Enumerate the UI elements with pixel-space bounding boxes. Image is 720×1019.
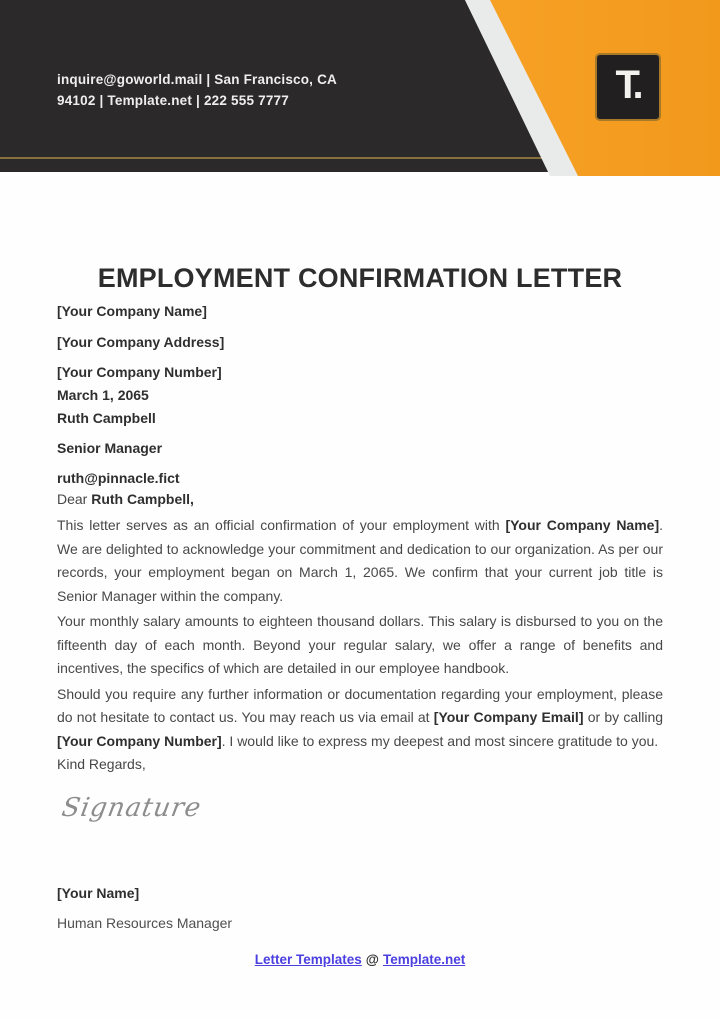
salutation (57, 491, 663, 508)
recipient-title-line: Senior Manager (57, 440, 163, 456)
p3-text: Should you require any further information or documentation regarding your employment, please do not hesitate to contact us. You may reach us via email at (57, 685, 663, 725)
company-number-line: [Your Company Number] (57, 364, 222, 380)
sender-title-line: Human Resources Manager (57, 914, 233, 931)
brand-logo-letter: T. (615, 63, 641, 107)
p3-text-after: . I would like to express my deepest and most sincere gratitude to you. (221, 732, 659, 749)
contact-line-2: 94102 | Template.net | 222 555 7777 (57, 92, 289, 108)
contact-info (57, 70, 337, 111)
company-name-line: [Your Company Name] (57, 303, 207, 319)
body-paragraph-3 (57, 683, 663, 754)
salutation-name: Ruth Campbell, (91, 491, 194, 507)
date-line: March 1, 2065 (57, 387, 149, 403)
letter-title: EMPLOYMENT CONFIRMATION LETTER (97, 263, 623, 293)
letter-body (0, 263, 720, 932)
body-paragraph-1 (57, 514, 663, 608)
recipient-email-line: ruth@pinnacle.fict (57, 470, 180, 486)
recipient-name-line: Ruth Campbell (57, 410, 156, 426)
signature-script: Signature (59, 792, 204, 823)
p3-number-placeholder: [Your Company Number] (57, 732, 222, 749)
p3-email-placeholder: [Your Company Email] (433, 709, 584, 725)
closing-line: Kind Regards, (57, 756, 146, 772)
body-paragraph-2: Your monthly salary amounts to eighteen thousand dollars. This salary is disbursed to you on the fifteenth day of each month. Beyond your regular salary, we offer a range of benefits and incentives, the specifics of which are detailed in our employee handbook. (57, 613, 663, 676)
at-separator: @ (365, 952, 379, 967)
brand-logo (595, 53, 661, 121)
p1-company-placeholder: [Your Company Name] (505, 517, 660, 533)
salutation-prefix: Dear (57, 491, 92, 507)
p3-text-mid: or by calling (583, 709, 664, 725)
letterhead (0, 0, 720, 176)
contact-line-1: inquire@goworld.mail | San Francisco, CA (57, 72, 337, 87)
footer-links (0, 951, 720, 968)
p1-text: This letter serves as an official confirmation of your employment with (57, 517, 506, 533)
company-address-line: [Your Company Address] (57, 334, 225, 350)
sender-name-line: [Your Name] (57, 884, 140, 901)
template-net-link[interactable]: Template.net (382, 952, 466, 967)
p1-text-after: . We are delighted to acknowledge your commitment and dedication to our organization. As per our records, your employment began on March 1, 2065. We confirm that your current job title is Senior Manager within the company. (57, 517, 664, 604)
letter-templates-link[interactable]: Letter Templates (254, 952, 362, 967)
